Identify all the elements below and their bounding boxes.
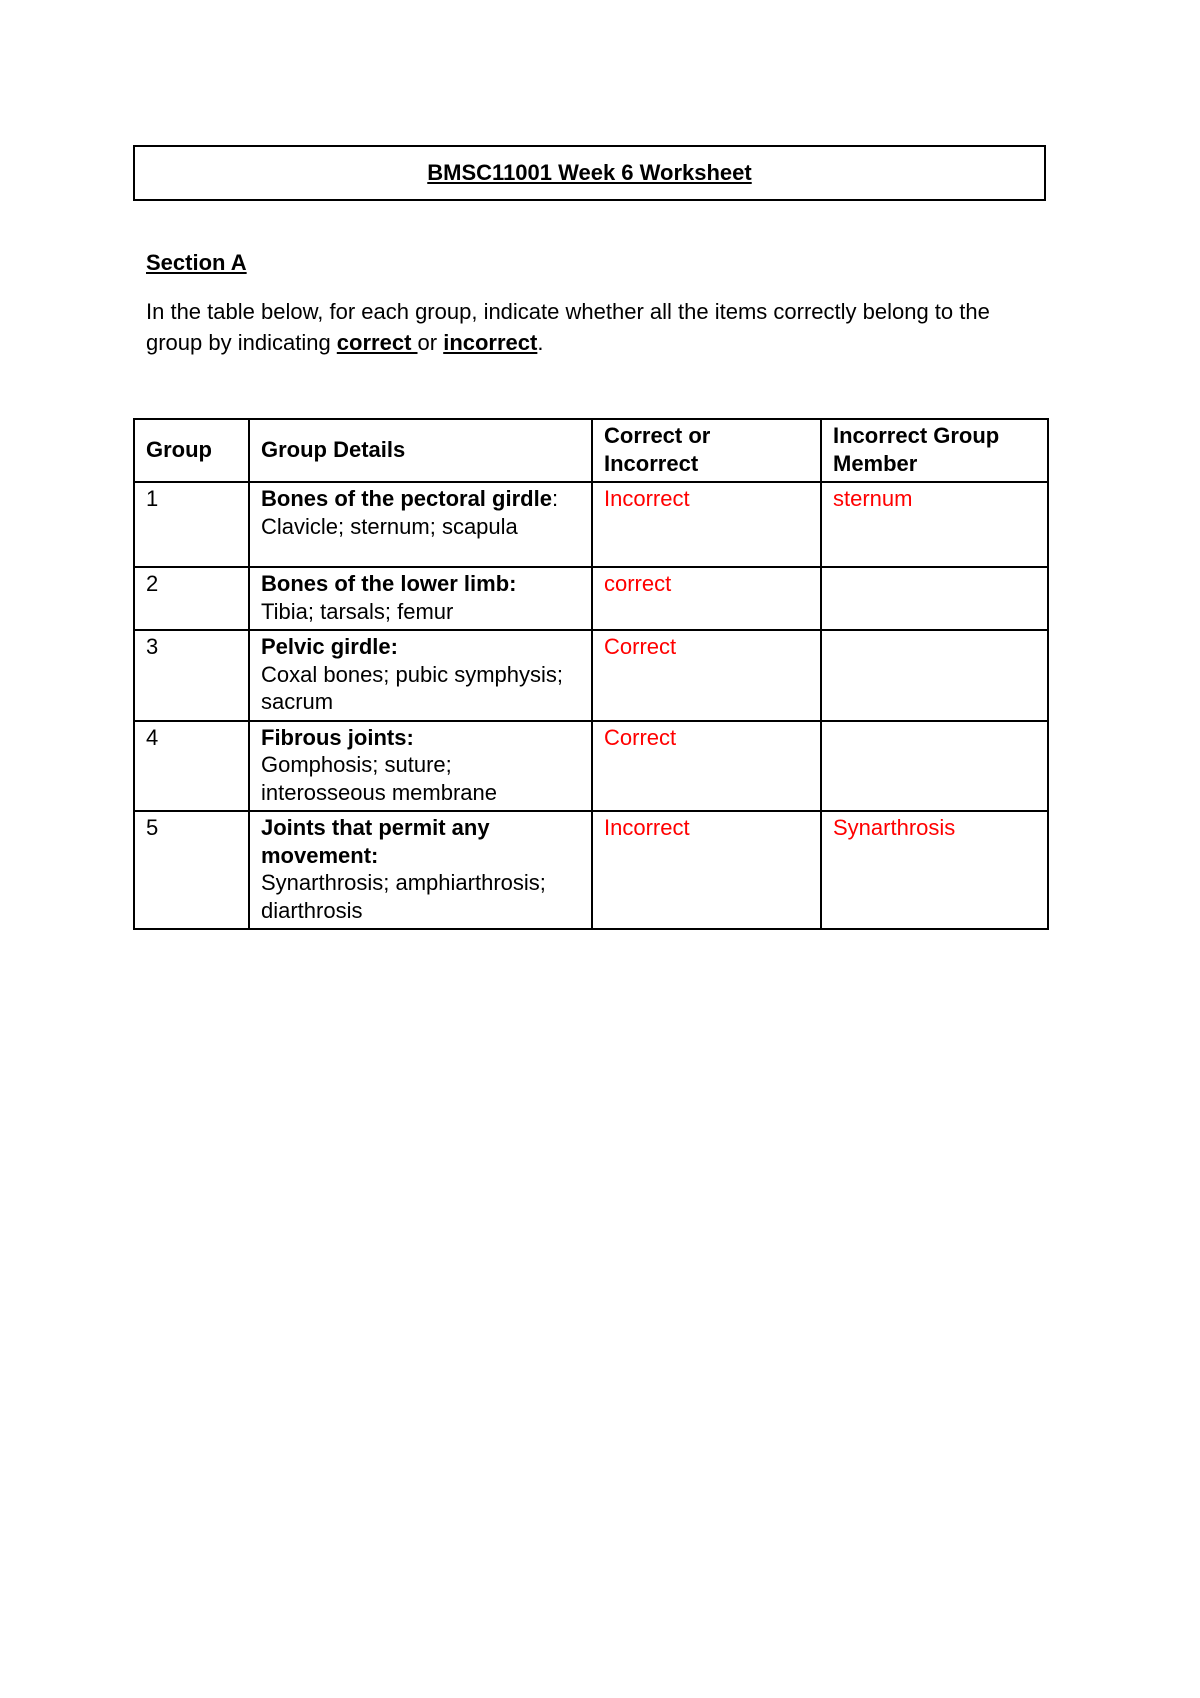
instructions-end: . bbox=[537, 330, 544, 355]
group-number: 5 bbox=[134, 811, 249, 929]
group-answer: Correct bbox=[592, 721, 821, 812]
header-incorrect-group-member: Incorrect Group Member bbox=[821, 419, 1048, 482]
group-details-title: Fibrous joints: bbox=[261, 724, 414, 750]
group-answer: Incorrect bbox=[592, 482, 821, 567]
group-details-items: Gomphosis; suture; interosseous membrane bbox=[261, 752, 498, 805]
section-heading: Section A bbox=[146, 250, 247, 275]
groups-table bbox=[133, 418, 1049, 930]
group-answer: correct bbox=[592, 567, 821, 630]
incorrect-member bbox=[821, 721, 1048, 812]
keyword-incorrect: incorrect bbox=[443, 330, 538, 355]
header-correct-or-incorrect: Correct or Incorrect bbox=[592, 419, 821, 482]
table-header-row bbox=[134, 419, 1048, 482]
group-details-items: Coxal bones; pubic symphysis; sacrum bbox=[261, 661, 564, 714]
group-number: 2 bbox=[134, 567, 249, 630]
group-number: 3 bbox=[134, 630, 249, 721]
group-details bbox=[249, 811, 592, 929]
group-details bbox=[249, 630, 592, 721]
group-details-suffix: : bbox=[551, 486, 559, 511]
group-answer: Incorrect bbox=[592, 811, 821, 929]
table-row bbox=[134, 811, 1048, 929]
group-number: 4 bbox=[134, 721, 249, 812]
table-row bbox=[134, 721, 1048, 812]
table-row bbox=[134, 567, 1048, 630]
instructions-text: In the table below, for each group, indicate whether all the items correctly belong to the group by indicating bbox=[146, 299, 990, 355]
group-details-items: Synarthrosis; amphiarthrosis; diarthrosis bbox=[261, 870, 546, 923]
incorrect-member: Synarthrosis bbox=[821, 811, 1048, 929]
table-row bbox=[134, 482, 1048, 567]
keyword-correct: correct bbox=[336, 330, 418, 355]
group-details bbox=[249, 482, 592, 567]
group-details-title: Joints that permit any movement: bbox=[261, 815, 490, 868]
group-details-items: Tibia; tarsals; femur bbox=[261, 598, 454, 624]
group-details bbox=[249, 567, 592, 630]
group-details-items: Clavicle; sternum; scapula bbox=[261, 513, 518, 539]
instructions-paragraph bbox=[146, 296, 1046, 358]
worksheet-title: BMSC11001 Week 6 Worksheet bbox=[427, 160, 752, 185]
group-details-title: Bones of the lower limb: bbox=[261, 571, 517, 596]
header-group-details: Group Details bbox=[249, 419, 592, 482]
group-details bbox=[249, 721, 592, 812]
table-row bbox=[134, 630, 1048, 721]
incorrect-member: sternum bbox=[821, 482, 1048, 567]
group-details-title: Pelvic girdle: bbox=[261, 634, 398, 659]
header-group: Group bbox=[134, 419, 249, 482]
instructions-middle: or bbox=[417, 330, 444, 355]
group-answer: Correct bbox=[592, 630, 821, 721]
incorrect-member bbox=[821, 630, 1048, 721]
worksheet-title-box bbox=[133, 145, 1046, 201]
group-details-title: Bones of the pectoral girdle bbox=[261, 486, 552, 511]
incorrect-member bbox=[821, 567, 1048, 630]
group-number: 1 bbox=[134, 482, 249, 567]
